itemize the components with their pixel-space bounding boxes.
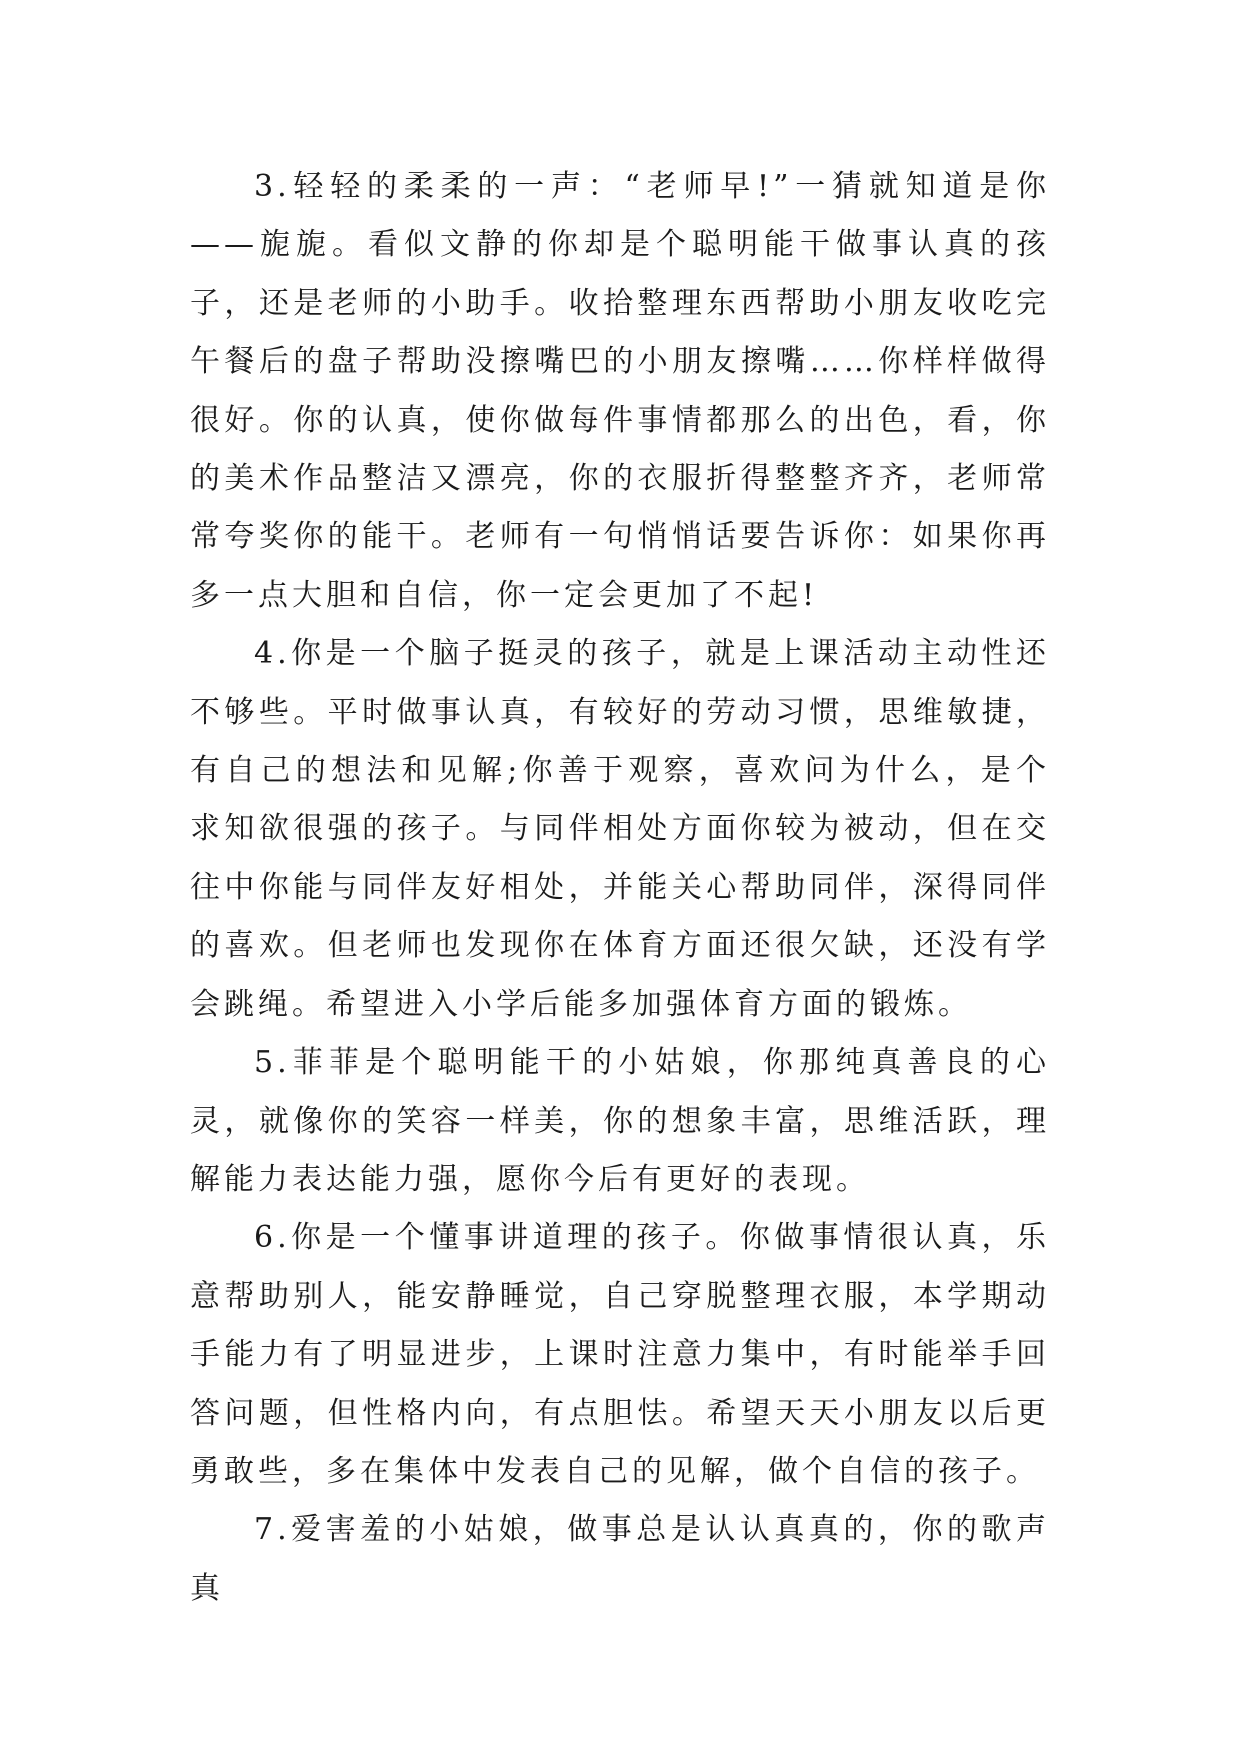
paragraph-7: 7.爱害羞的小姑娘，做事总是认认真真的，你的歌声真: [190, 1512, 1050, 1606]
paragraph-5: 5.菲菲是个聪明能干的小姑娘，你那纯真善良的心灵，就像你的笑容一样美，你的想象丰富，思维活跃，理解能力表达能力强，愿你今后有更好的表现。: [190, 1045, 1050, 1197]
document-body: [190, 158, 1050, 1618]
paragraph-3: 3.轻轻的柔柔的一声：“老师早!”一猜就知道是你——旎旎。看似文静的你却是个聪明能干做事认真的孩子，还是老师的小助手。收拾整理东西帮助小朋友收吃完午餐后的盘子帮助没擦嘴巴的小朋友擦嘴……你样样做得很好。你的认真，使你做每件事情都那么的出色，看，你的美术作品整洁又漂亮，你的衣服折得整整齐齐，老师常常夸奖你的能干。老师有一句悄悄话要告诉你：如果你再多一点大胆和自信，你一定会更加了不起!: [190, 169, 1050, 613]
paragraph-6: 6.你是一个懂事讲道理的孩子。你做事情很认真，乐意帮助别人，能安静睡觉，自己穿脱整理衣服，本学期动手能力有了明显进步，上课时注意力集中，有时能举手回答问题，但性格内向，有点胆怯。希望天天小朋友以后更勇敢些，多在集体中发表自己的见解，做个自信的孩子。: [190, 1220, 1050, 1489]
paragraph-4: 4.你是一个脑子挺灵的孩子，就是上课活动主动性还不够些。平时做事认真，有较好的劳动习惯，思维敏捷，有自己的想法和见解;你善于观察，喜欢问为什么，是个求知欲很强的孩子。与同伴相处方面你较为被动，但在交往中你能与同伴友好相处，并能关心帮助同伴，深得同伴的喜欢。但老师也发现你在体育方面还很欠缺，还没有学会跳绳。希望进入小学后能多加强体育方面的锻炼。: [190, 636, 1050, 1022]
